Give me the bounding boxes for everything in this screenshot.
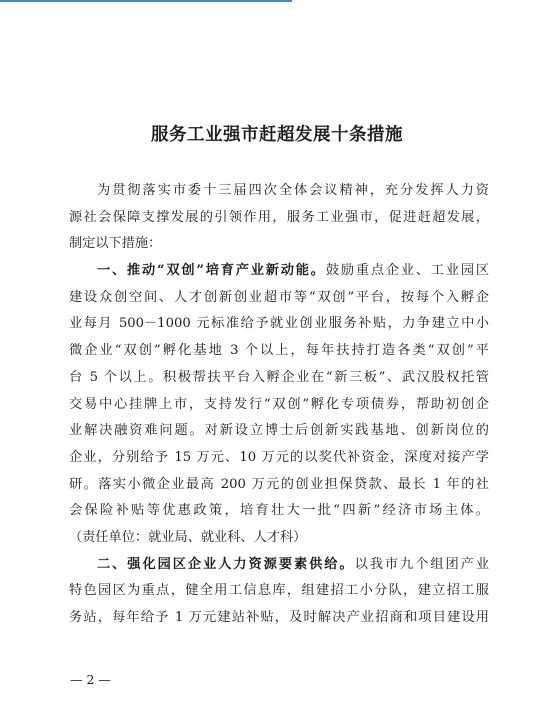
section-1-line-6: 交易中心挂牌上市，支持发行“双创”孵化专项债券，帮助初创企 <box>69 396 489 412</box>
section-1-line-7: 业解决融资难问题。对新设立博士后创新实践基地、创新岗位的 <box>69 423 489 439</box>
intro-line-1: 为贯彻落实市委十三届四次全体会议精神，充分发挥人力资 <box>97 183 489 198</box>
section-1-line-9: 研。落实小微企业最高 200 万元的创业担保贷款、最长 1 年的社 <box>69 476 489 492</box>
document-title: 服务工业强市赶超发展十条措施 <box>151 125 403 145</box>
section-1-line-1-text: 鼓励重点企业、工业园区 <box>325 263 490 279</box>
section-1-first-line <box>69 258 489 285</box>
section-2-first-line <box>69 552 489 579</box>
section-1-line-8: 企业，分别给予 15 万元、10 万元的以奖代补资金，深度对接产学 <box>69 449 489 465</box>
intro-line-2: 源社会保障支撑发展的引领作用，服务工业强市，促进赶超发展， <box>69 209 489 225</box>
section-1-line-2: 建设众创空间、人才创新创业超市等“双创”平台，按每个入孵企 <box>69 289 489 305</box>
section-1-heading: 一、推动“双创”培育产业新动能。 <box>97 263 326 279</box>
section-1-responsible-units: （责任单位：就业局、就业科、人才科） <box>69 529 307 545</box>
section-1-line-5: 台 5 个以上。积极帮扶平台入孵企业在“新三板”、武汉股权托管 <box>69 369 489 385</box>
section-2-line-1-text: 以我市九个组团产业 <box>354 556 490 572</box>
intro-line-3: 制定以下措施： <box>69 236 162 252</box>
section-1-line-10: 会保险补贴等优惠政策，培育壮大一批“四新”经济市场主体。 <box>69 503 489 519</box>
section-1-line-3: 业每月 500－1000 元标准给予就业创业服务补贴，力争建立中小 <box>69 316 489 332</box>
page-number: — 2 — <box>70 672 111 687</box>
section-2-line-2: 特色园区为重点，健全用工信息库，组建招工小分队，建立招工服 <box>69 583 489 599</box>
section-2-heading: 二、强化园区企业人力资源要素供给。 <box>97 556 355 572</box>
section-1-line-4: 微企业“双创”孵化基地 3 个以上，每年扶持打造各类“双创”平 <box>69 343 489 359</box>
document-body <box>69 178 489 632</box>
section-2-line-3: 务站，每年给予 1 万元建站补贴，及时解决产业招商和项目建设用 <box>69 610 489 625</box>
